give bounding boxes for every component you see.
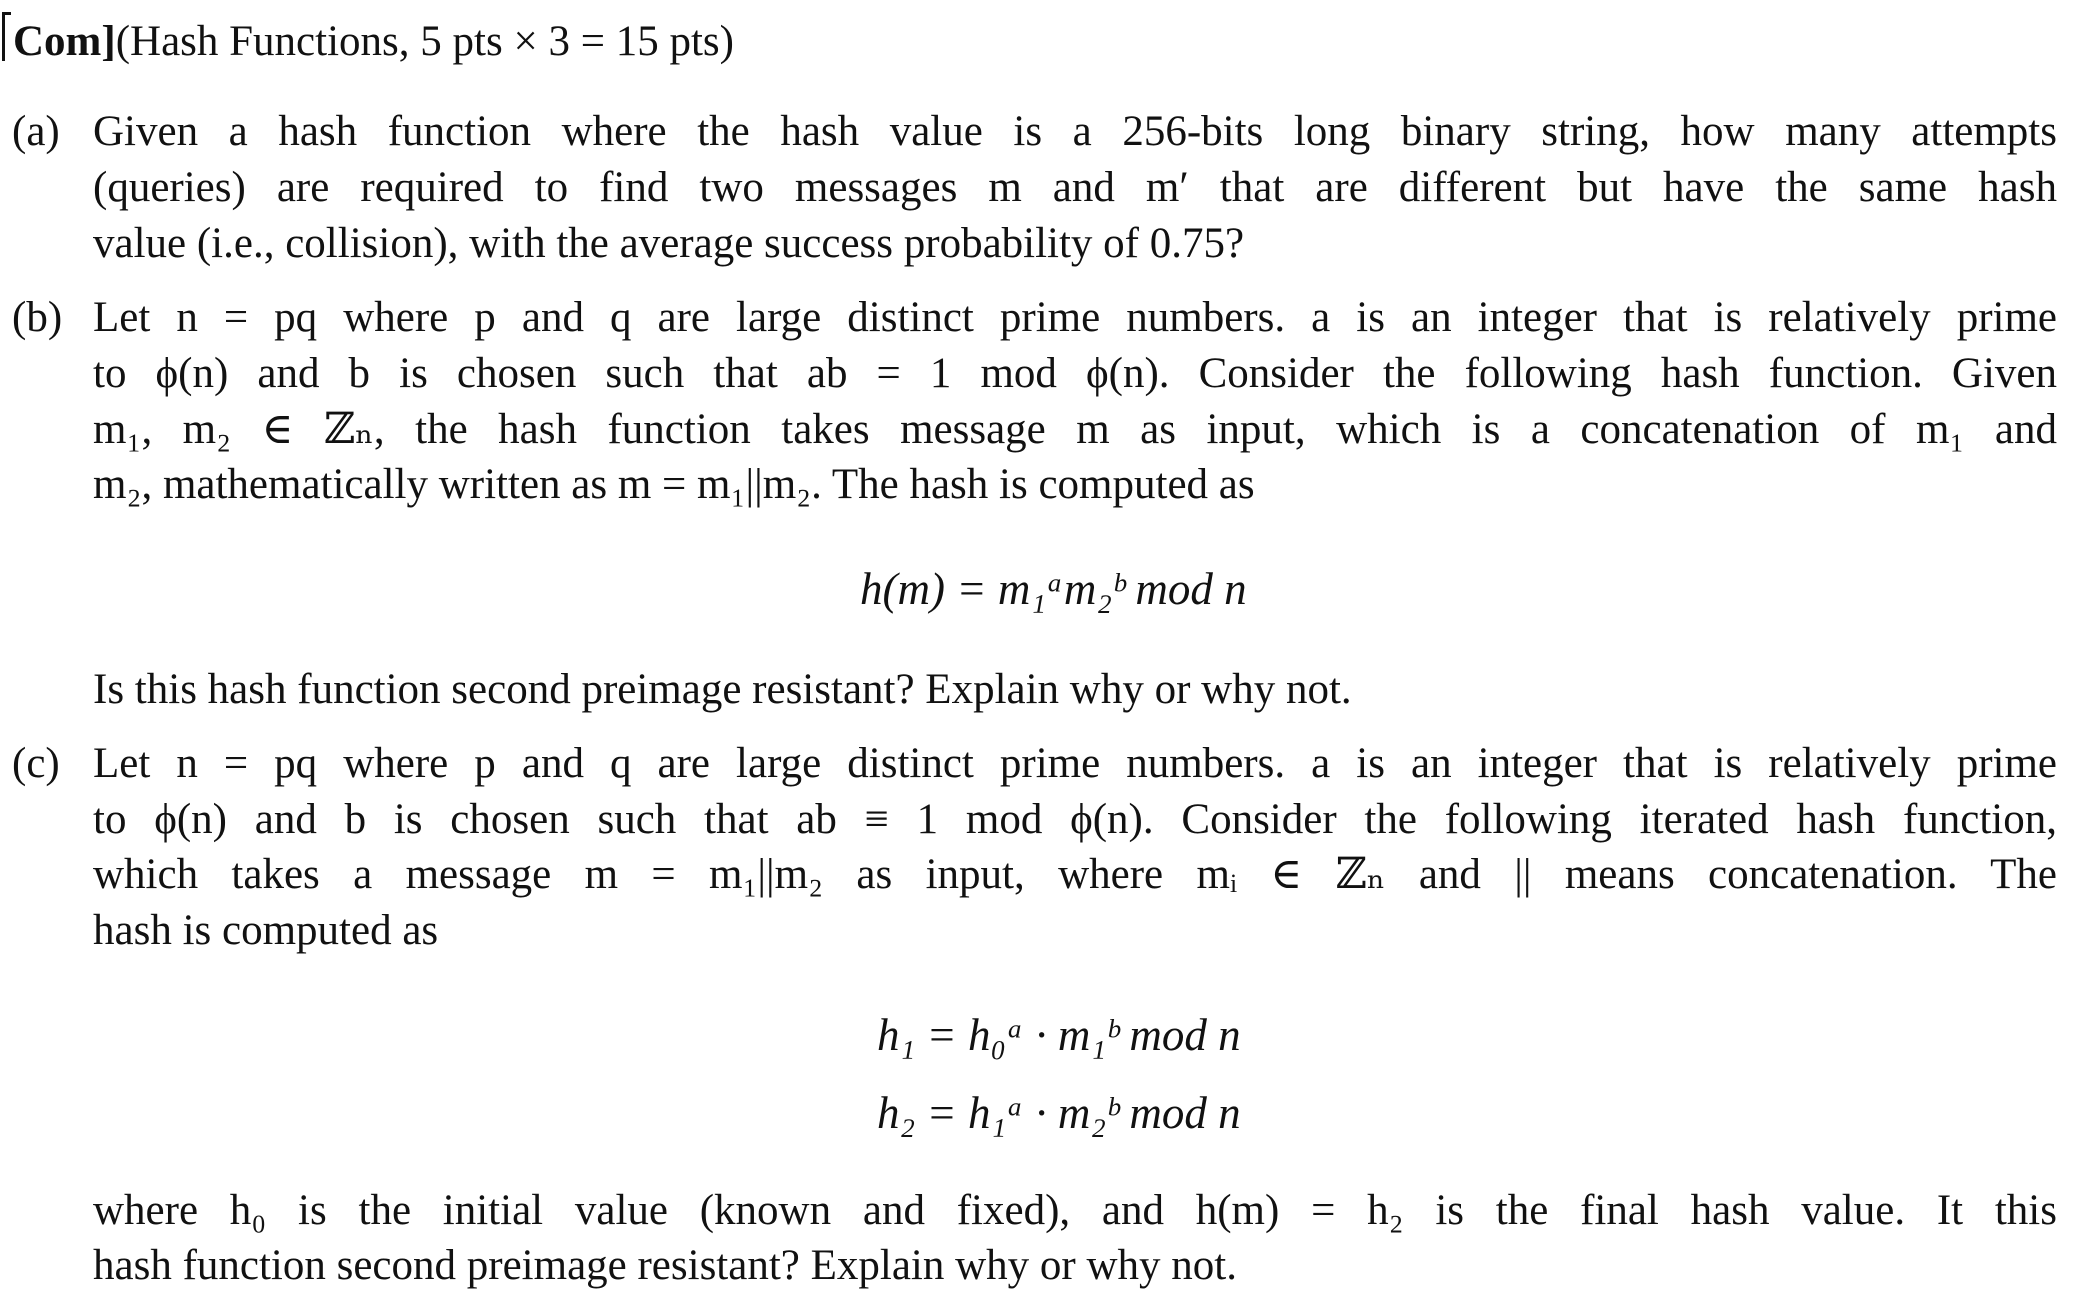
part-c-line-3: which takes a message m = m₁||m₂ as input, where mᵢ ∈ ℤₙ and || means concatenation. The (93, 851, 2057, 898)
part-c-label: (c) (12, 740, 60, 787)
header-tag: Com] (13, 18, 116, 65)
part-b-question: Is this hash function second preimage resistant? Explain why or why not. (93, 666, 1352, 713)
header-bracket (2, 12, 11, 61)
part-b-label: (b) (12, 294, 63, 341)
part-b-line-2: to ϕ(n) and b is chosen such that ab = 1 mod ϕ(n). Consider the following hash function. Given (93, 350, 2057, 397)
part-c-closing-2: hash function second preimage resistant? Explain why or why not. (93, 1242, 1237, 1289)
part-a-line-1: Given a hash function where the hash value is a 256-bits long binary string, how many attempts (93, 108, 2057, 155)
part-c-line-2: to ϕ(n) and b is chosen such that ab ≡ 1 mod ϕ(n). Consider the following iterated hash function, (93, 796, 2057, 843)
part-c-equation-1: h₁ = h₀ᵃ · m₁ᵇ mod n (877, 1010, 1241, 1060)
part-b-line-1: Let n = pq where p and q are large distinct prime numbers. a is an integer that is relatively prime (93, 294, 2057, 341)
part-a-line-3: value (i.e., collision), with the average success probability of 0.75? (93, 220, 1245, 267)
part-c-equation-2: h₂ = h₁ᵃ · m₂ᵇ mod n (877, 1088, 1241, 1138)
part-c-closing-1: where h₀ is the initial value (known and fixed), and h(m) = h₂ is the final hash value. It this (93, 1187, 2057, 1234)
part-a-line-2: (queries) are required to find two messages m and m′ that are different but have the same hash (93, 164, 2057, 211)
part-a-label: (a) (12, 108, 60, 155)
part-b-line-4: m₂, mathematically written as m = m₁||m₂. The hash is computed as (93, 461, 1255, 508)
part-c-line-1: Let n = pq where p and q are large distinct prime numbers. a is an integer that is relatively prime (93, 740, 2057, 787)
problem-header (2, 12, 734, 63)
header-title: (Hash Functions, 5 pts × 3 = 15 pts) (115, 18, 734, 65)
part-b-line-3: m₁, m₂ ∈ ℤₙ, the hash function takes message m as input, which is a concatenation of m₁ and (93, 406, 2057, 453)
part-c-line-4: hash is computed as (93, 907, 439, 954)
part-b-equation: h(m) = m₁ᵃm₂ᵇ mod n (860, 564, 1247, 614)
